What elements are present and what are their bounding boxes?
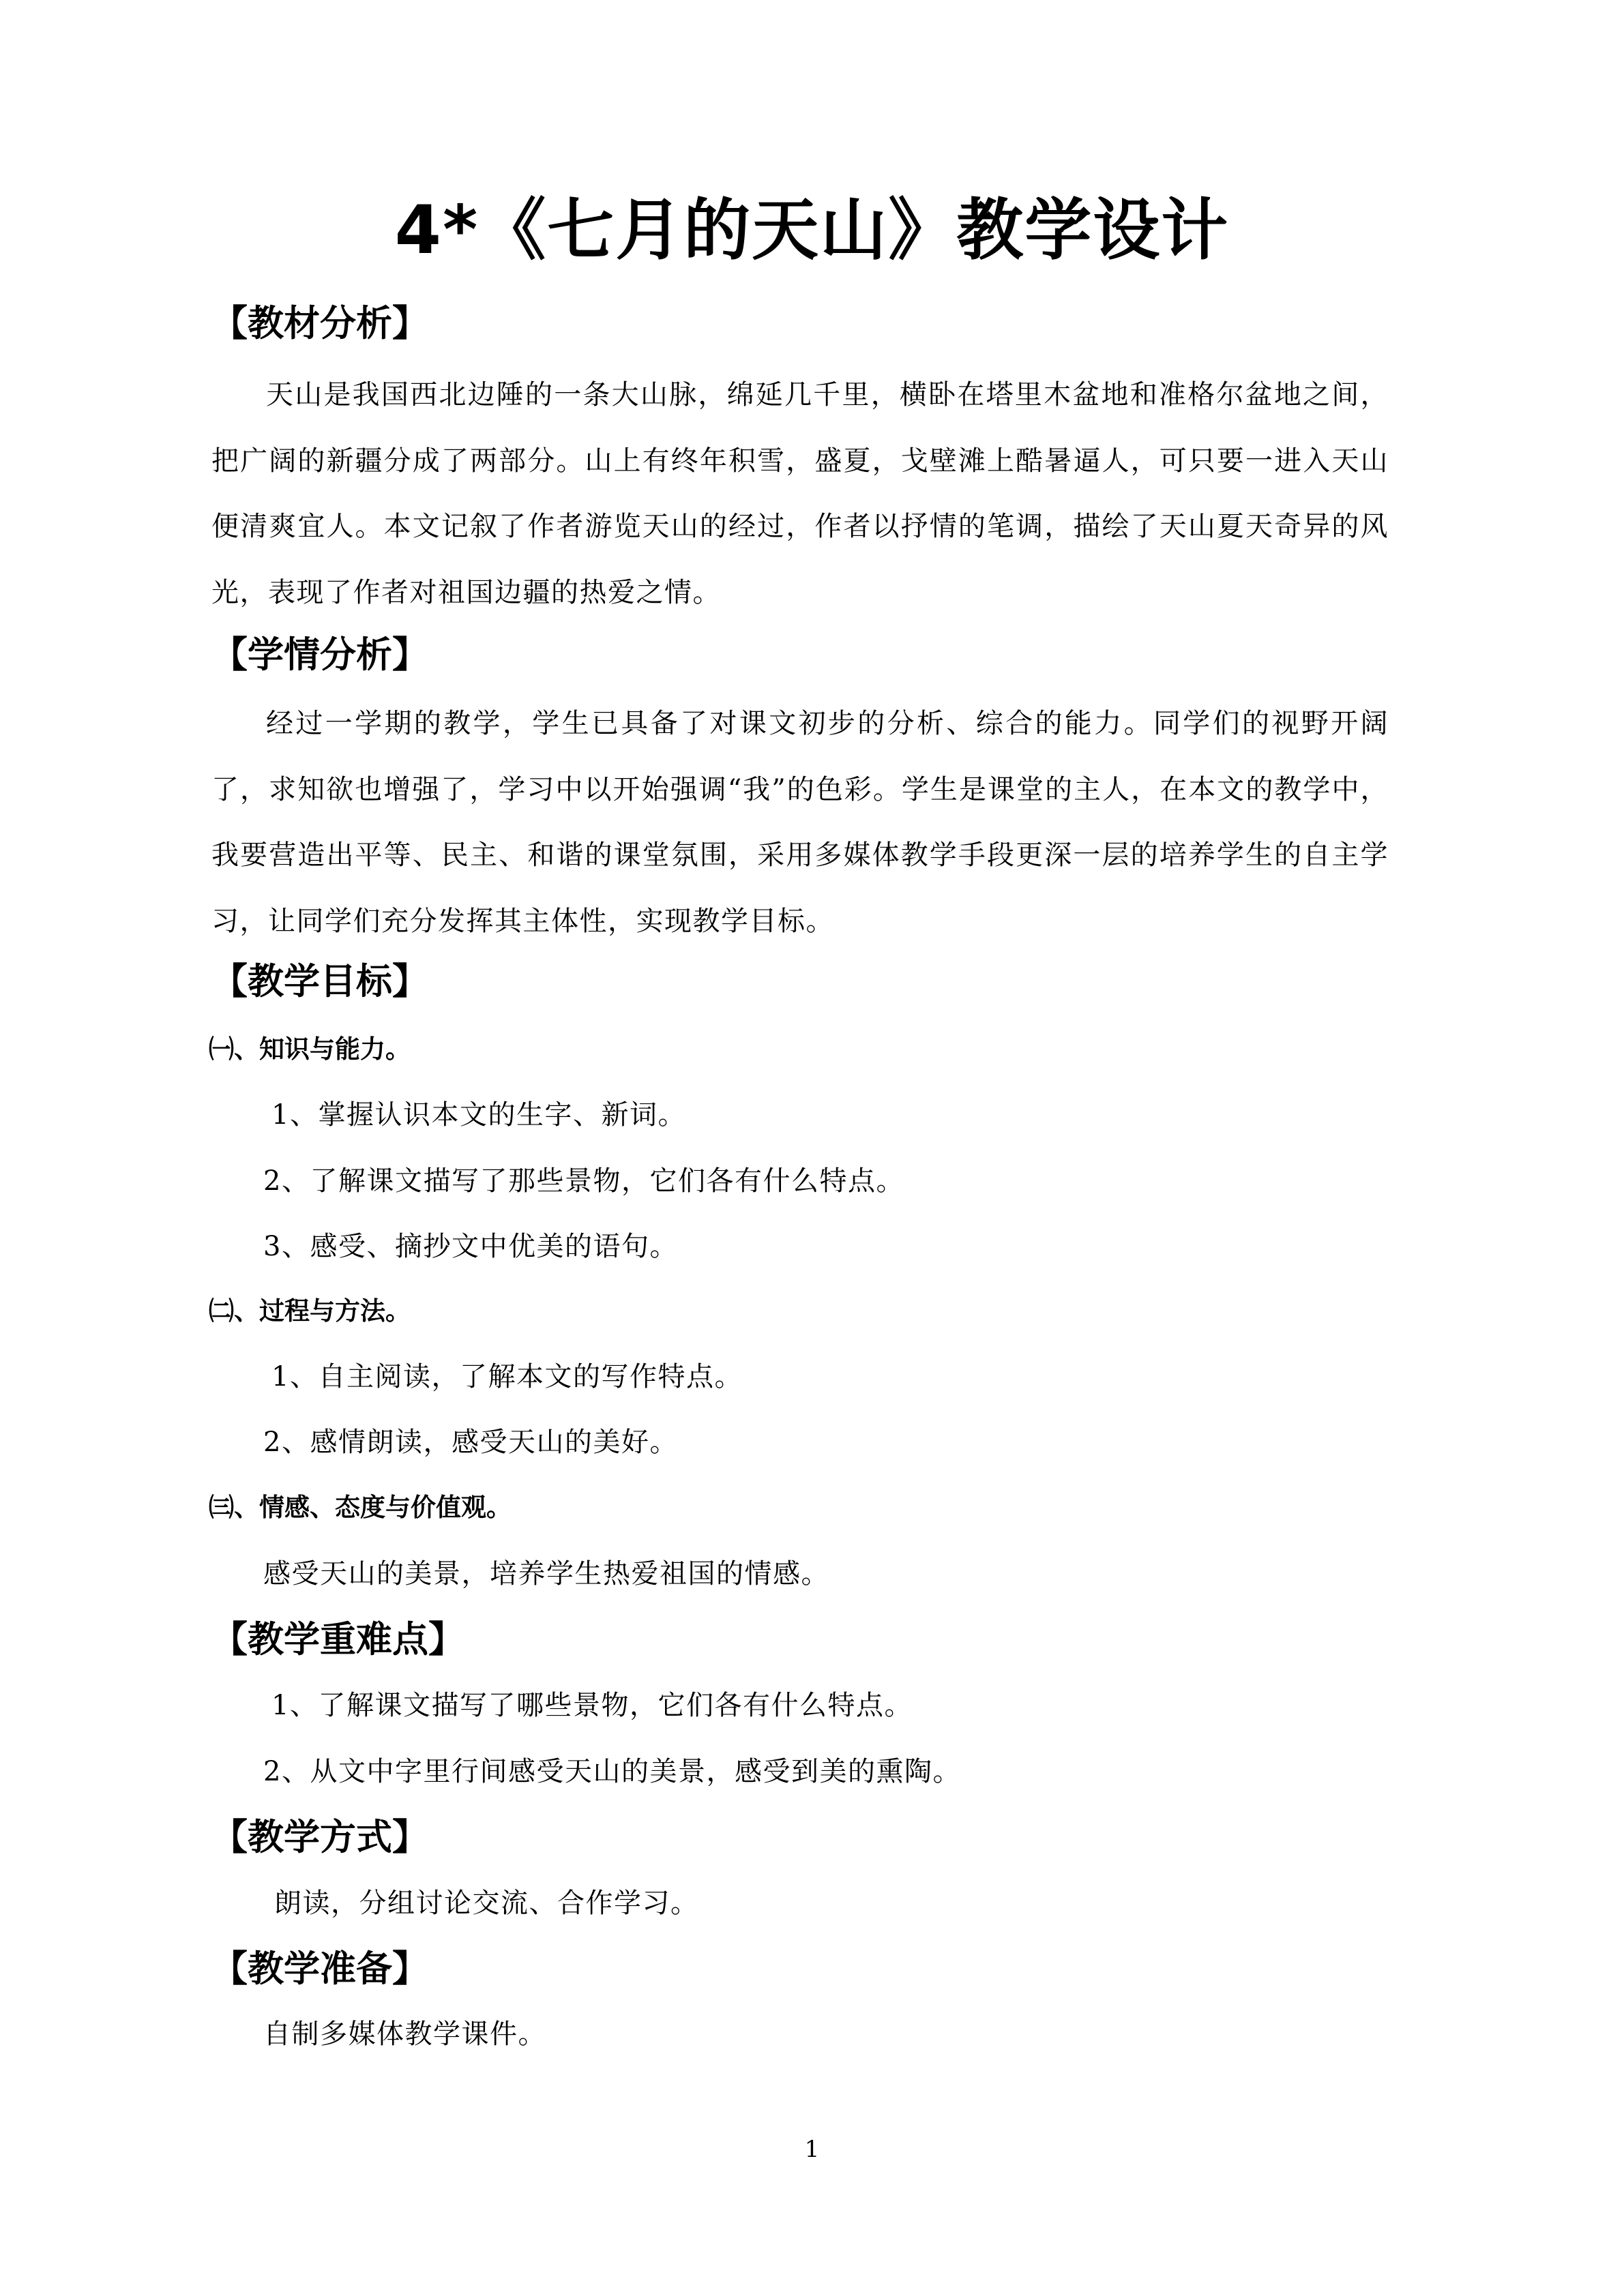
list-item: 2、了解课文描写了那些景物，它们各有什么特点。 <box>263 1165 904 1197</box>
paragraph-textbook-analysis: 天山是我国西北边陲的一条大山脉，绵延几千里，横卧在塔里木盆地和准格尔盆地之间，把广阔的新疆分成了两部分。山上有终年积雪，盛夏，戈壁滩上酷暑逼人，可只要一进入天山便清爽宜人。本文记叙了作者游览天山的经过，作者以抒情的笔调，描绘了天山夏天奇异的风光，表现了作者对祖国边疆的热爱之情。 <box>211 379 1389 608</box>
list-item: 2、从文中字里行间感受天山的美景，感受到美的熏陶。 <box>263 1756 961 1787</box>
subheading-process-method: ㈡、过程与方法。 <box>209 1296 411 1326</box>
heading-teaching-methods: 【教学方式】 <box>211 1817 428 1858</box>
heading-objectives: 【教学目标】 <box>211 961 428 1002</box>
list-item: 1、掌握认识本文的生字、新词。 <box>271 1099 686 1131</box>
list-item: 1、自主阅读，了解本文的写作特点。 <box>271 1361 743 1392</box>
preparation-text: 自制多媒体教学课件。 <box>263 2018 546 2050</box>
page-title: 4*《七月的天山》教学设计 <box>394 192 1230 269</box>
page-number: 1 <box>804 2136 820 2163</box>
emotion-text: 感受天山的美景，培养学生热爱祖国的情感。 <box>263 1558 829 1590</box>
heading-student-analysis: 【学情分析】 <box>211 634 428 676</box>
paragraph-student-analysis: 经过一学期的教学，学生已具备了对课文初步的分析、综合的能力。同学们的视野开阔了，求知欲也增强了，学习中以开始强调“我”的色彩。学生是课堂的主人，在本文的教学中，我要营造出平等、民主、和谐的课堂氛围，采用多媒体教学手段更深一层的培养学生的自主学习，让同学们充分发挥其主体性，实现教学目标。 <box>211 708 1389 937</box>
heading-preparation: 【教学准备】 <box>211 1948 428 1990</box>
heading-key-points: 【教学重难点】 <box>211 1619 464 1660</box>
methods-text: 朗读，分组讨论交流、合作学习。 <box>274 1888 699 1919</box>
list-item: 2、感情朗读，感受天山的美好。 <box>263 1427 678 1458</box>
list-item: 3、感受、摘抄文中优美的语句。 <box>263 1231 678 1262</box>
list-item: 1、了解课文描写了哪些景物，它们各有什么特点。 <box>271 1690 913 1721</box>
subheading-emotion-values: ㈢、情感、态度与价值观。 <box>209 1493 512 1522</box>
subheading-knowledge-ability: ㈠、知识与能力。 <box>209 1034 411 1064</box>
heading-textbook-analysis: 【教材分析】 <box>211 303 428 344</box>
